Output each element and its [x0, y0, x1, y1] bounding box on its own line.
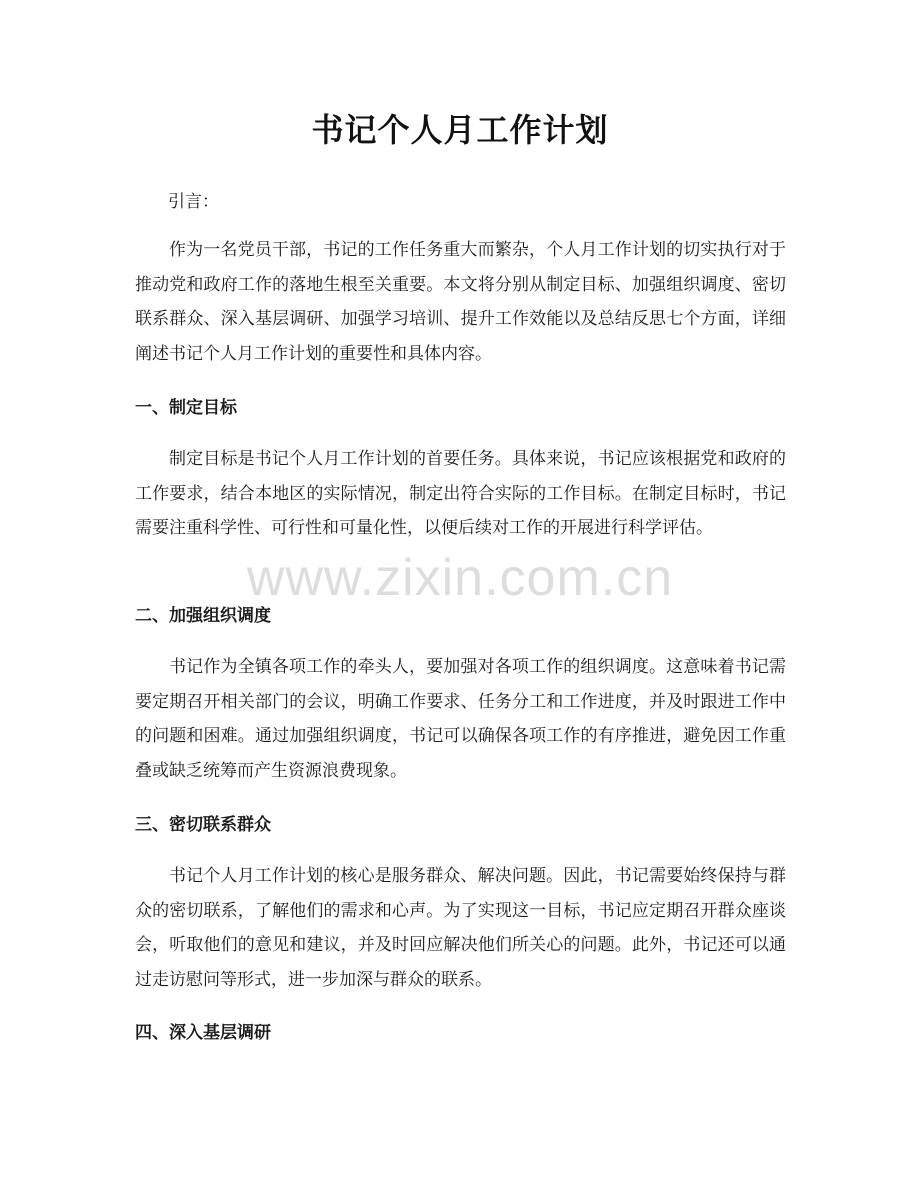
section-body-2: 书记作为全镇各项工作的牵头人，要加强对各项工作的组织调度。这意味着书记需要定期召开相关部门的会议，明确工作要求、任务分工和工作进度，并及时跟进工作中的问题和困难。通过加强组织调度，书记可以确保各项工作的有序推进，避免因工作重叠或缺乏统筹而产生资源浪费现象。: [135, 657, 786, 781]
watermark: www.zixin.com.cn: [246, 549, 674, 607]
page-title: 书记个人月工作计划: [311, 111, 609, 149]
intro-label: 引言：: [168, 192, 219, 212]
section-body-1: 制定目标是书记个人月工作计划的首要任务。具体来说，书记应该根据党和政府的工作要求，结合本地区的实际情况，制定出符合实际的工作目标。在制定目标时，书记需要注重科学性、可行性和可量化性，以便后续对工作的开展进行科学评估。: [135, 449, 786, 538]
intro-paragraph: 作为一名党员干部，书记的工作任务重大而繁杂，个人月工作计划的切实执行对于推动党和政府工作的落地生根至关重要。本文将分别从制定目标、加强组织调度、密切联系群众、深入基层调研、加强学习培训、提升工作效能以及总结反思七个方面，详细阐述书记个人月工作计划的重要性和具体内容。: [135, 240, 786, 364]
section-heading-2: 二、加强组织调度: [135, 606, 271, 626]
section-heading-4: 四、深入基层调研: [135, 1023, 271, 1043]
section-body-3: 书记个人月工作计划的核心是服务群众、解决问题。因此，书记需要始终保持与群众的密切联系，了解他们的需求和心声。为了实现这一目标，书记应定期召开群众座谈会，听取他们的意见和建议，并及时回应解决他们所关心的问题。此外，书记还可以通过走访慰问等形式，进一步加深与群众的联系。: [135, 866, 786, 990]
section-heading-1: 一、制定目标: [135, 398, 237, 418]
section-heading-3: 三、密切联系群众: [135, 815, 271, 835]
